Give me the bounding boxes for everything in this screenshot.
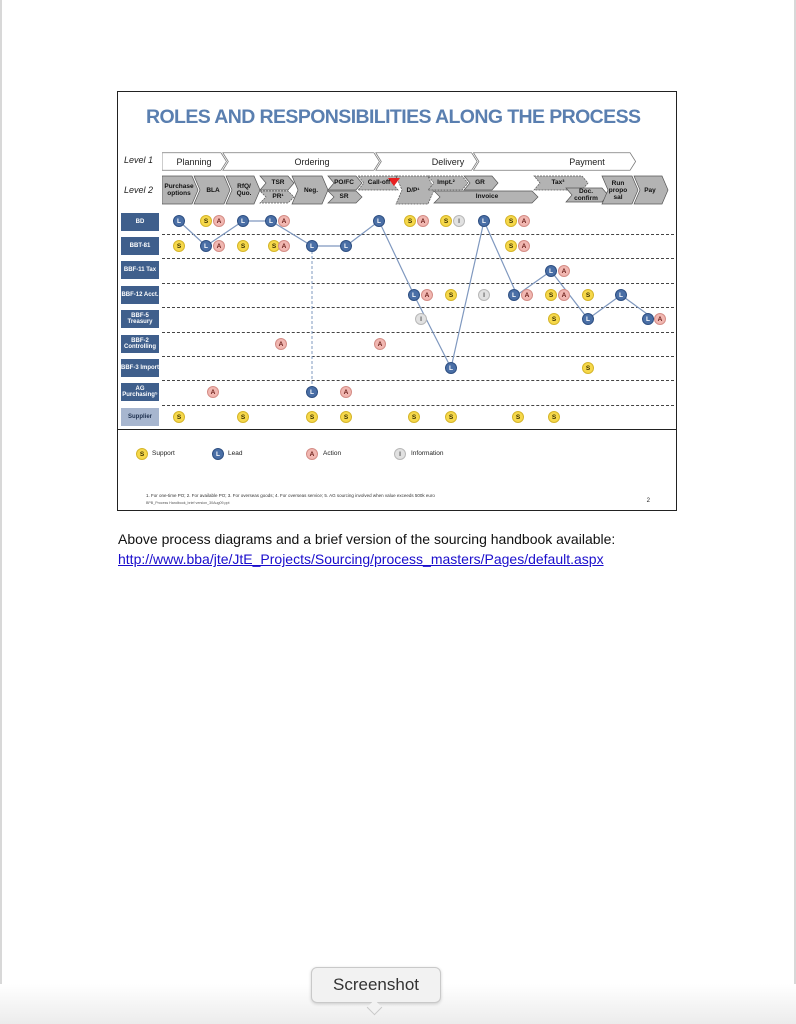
- lead-circle: L: [508, 289, 520, 301]
- step-rfq-quo: RfQ/ Quo.: [236, 183, 252, 197]
- support-circle: S: [548, 411, 560, 423]
- body-caption: Above process diagrams and a brief version of the sourcing handbook available:: [118, 531, 616, 547]
- level1-delivery: Delivery: [431, 157, 465, 167]
- action-circle: A: [374, 338, 386, 350]
- lead-circle: L: [200, 240, 212, 252]
- level2-label: Level 2: [124, 185, 154, 195]
- role-label-bbf11: BBF-11 Tax: [121, 261, 159, 279]
- support-circle: S: [237, 411, 249, 423]
- action-circle: A: [275, 338, 287, 350]
- role-label-bbt81: BBT-81: [121, 237, 159, 255]
- slide-title: ROLES AND RESPONSIBILITIES ALONG THE PROCESS: [146, 106, 641, 128]
- support-circle: S: [440, 215, 452, 227]
- action-circle: A: [654, 313, 666, 325]
- support-circle: S: [404, 215, 416, 227]
- action-circle: A: [278, 240, 290, 252]
- legend-information-label: Information: [411, 450, 444, 457]
- support-circle: S: [445, 411, 457, 423]
- action-circle: A: [207, 386, 219, 398]
- slide-page-number: 2: [646, 498, 650, 504]
- action-circle: A: [213, 215, 225, 227]
- support-circle: S: [505, 215, 517, 227]
- lead-circle: L: [615, 289, 627, 301]
- level1-ordering: Ordering: [294, 157, 330, 167]
- step-gr: GR: [475, 178, 485, 186]
- role-label-bbf12: BBF-12 Acct.: [121, 286, 159, 304]
- action-circle: A: [518, 240, 530, 252]
- support-circle: S: [200, 215, 212, 227]
- step-pay: Pay: [644, 186, 656, 194]
- support-circle: S: [505, 240, 517, 252]
- lead-circle: L: [642, 313, 654, 325]
- level1-payment: Payment: [569, 157, 605, 167]
- lead-circle: L: [545, 265, 557, 277]
- action-circle: A: [278, 215, 290, 227]
- legend-action-label: Action: [323, 450, 342, 457]
- support-circle: S: [548, 313, 560, 325]
- legend-support-circle: S: [136, 448, 148, 460]
- step-impt: Impt.²: [437, 178, 455, 186]
- lead-circle: L: [445, 362, 457, 374]
- slide-footnote: 1. For one-time PO; 2. For available PO; 3. For overseas goods; 4. For overseas service; 5. AG sourcing involved when value exceeds 500k euro: [146, 493, 435, 498]
- slide-filename: BPB_Process Handbook_brief version_30Aug09.ppt: [146, 501, 230, 505]
- legend-lead-label: Lead: [228, 450, 243, 457]
- role-label-bbf5: BBF-5 Treasury: [121, 310, 159, 328]
- level1-planning: Planning: [176, 157, 212, 167]
- support-circle: S: [340, 411, 352, 423]
- step-pr: PR¹: [272, 192, 284, 200]
- support-circle: S: [237, 240, 249, 252]
- support-circle: S: [545, 289, 557, 301]
- lead-circle: L: [173, 215, 185, 227]
- step-invoice: Invoice: [475, 192, 499, 200]
- role-label-supplier: Supplier: [121, 408, 159, 426]
- step-sr: SR: [339, 192, 349, 200]
- action-circle: A: [421, 289, 433, 301]
- role-label-bbf2: BBF-2 Controlling: [121, 335, 159, 353]
- information-circle: I: [415, 313, 427, 325]
- role-label-bd: BD: [121, 213, 159, 231]
- step-bla: BLA: [206, 186, 220, 194]
- legend-information-circle: I: [394, 448, 406, 460]
- action-circle: A: [558, 289, 570, 301]
- action-circle: A: [518, 215, 530, 227]
- lead-circle: L: [582, 313, 594, 325]
- sourcing-handbook-link[interactable]: http://www.bba/jte/JtE_Projects/Sourcing/process_masters/Pages/default.aspx: [118, 551, 604, 567]
- information-circle: I: [453, 215, 465, 227]
- support-circle: S: [445, 289, 457, 301]
- legend-lead-circle: L: [212, 448, 224, 460]
- step-neg: Neg.: [303, 186, 319, 194]
- screenshot-tooltip: Screenshot: [311, 967, 441, 1003]
- embedded-slide-image: [117, 91, 677, 511]
- action-circle: A: [213, 240, 225, 252]
- lead-circle: L: [237, 215, 249, 227]
- support-circle: S: [173, 411, 185, 423]
- support-circle: S: [173, 240, 185, 252]
- legend-action-circle: A: [306, 448, 318, 460]
- lead-circle: L: [306, 240, 318, 252]
- lead-circle: L: [340, 240, 352, 252]
- support-circle: S: [268, 240, 280, 252]
- support-circle: S: [582, 289, 594, 301]
- lead-circle: L: [408, 289, 420, 301]
- action-circle: A: [340, 386, 352, 398]
- step-call-off: Call-off: [367, 178, 391, 186]
- lead-circle: L: [265, 215, 277, 227]
- information-circle: I: [478, 289, 490, 301]
- support-circle: S: [306, 411, 318, 423]
- lead-circle: L: [478, 215, 490, 227]
- step-run-proposal: Run propo sal: [608, 179, 628, 201]
- page-edge-left: [0, 0, 2, 1024]
- lead-circle: L: [373, 215, 385, 227]
- action-circle: A: [417, 215, 429, 227]
- role-label-bbf3: BBF-3 Import: [121, 359, 159, 377]
- level1-label: Level 1: [124, 155, 154, 165]
- legend-support-label: Support: [152, 450, 175, 457]
- action-circle: A: [558, 265, 570, 277]
- support-circle: S: [512, 411, 524, 423]
- diagram-bottom-rule: [118, 429, 676, 430]
- step-tax: Tax³: [551, 178, 565, 186]
- support-circle: S: [408, 411, 420, 423]
- support-circle: S: [582, 362, 594, 374]
- step-purchase-options: Purchase options: [164, 183, 194, 197]
- action-circle: A: [521, 289, 533, 301]
- lead-circle: L: [306, 386, 318, 398]
- step-doc-confirm: Doc. confirm: [574, 188, 598, 202]
- step-dp: D/P¹: [406, 186, 420, 194]
- role-label-ag: AG Purchasing⁵: [121, 383, 159, 401]
- step-po-fc: PO/FC: [334, 178, 354, 186]
- step-tsr: TSR: [271, 178, 285, 186]
